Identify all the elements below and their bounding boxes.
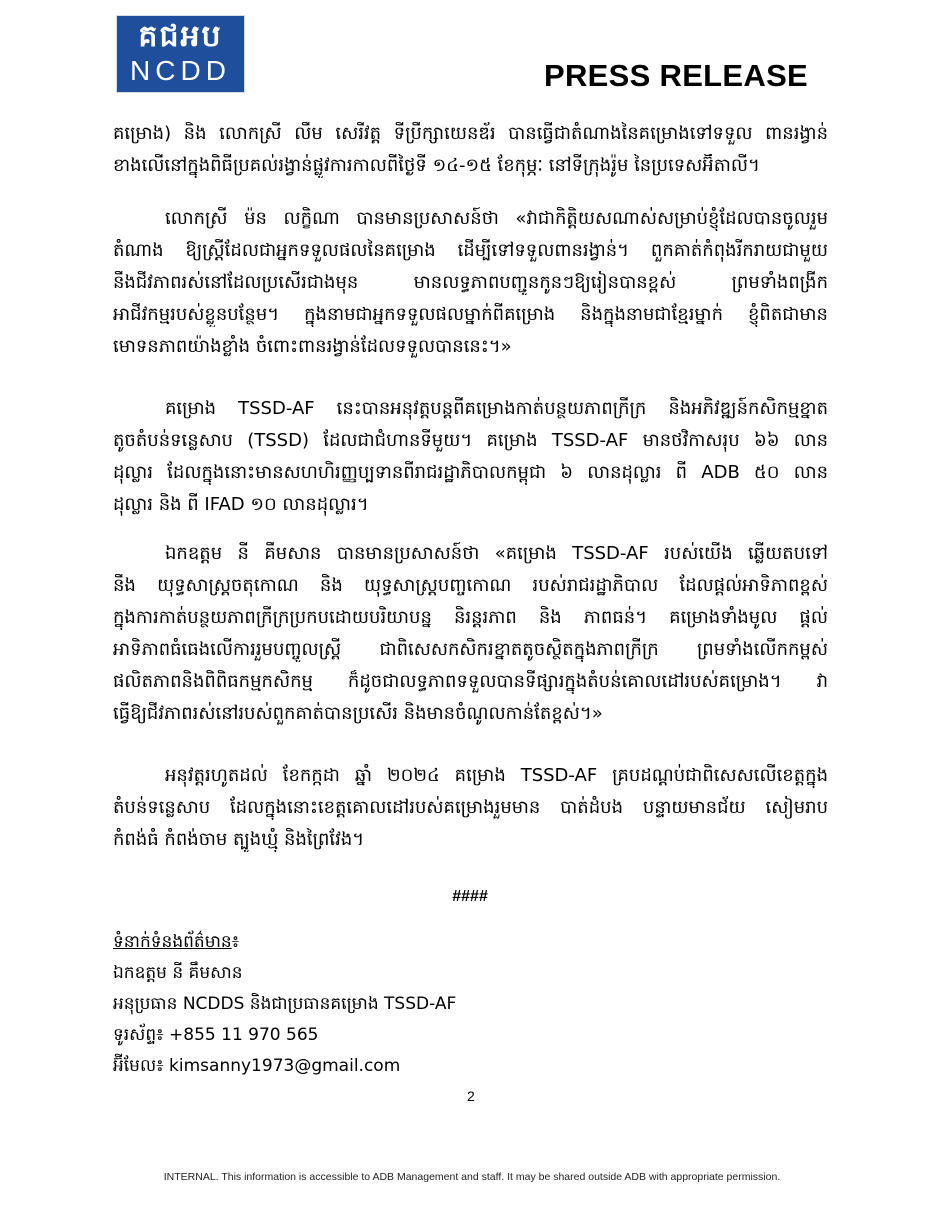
contact-heading — [113, 931, 239, 953]
paragraph-5-line: កំពង់ធំ កំពង់ចាម ត្បូងឃ្មុំ និងព្រៃវែង។ — [113, 829, 365, 850]
paragraph-2-line: មោទនភាពយ៉ាងខ្លាំង ចំពោះពានរង្វាន់ដែលទទួលបាននេះ។» — [113, 336, 512, 357]
paragraph-4-line: ក្នុងការកាត់បន្ថយភាពក្រីក្រប្រកបដោយបរិយាបន្ន និរន្តរភាព និង ភាពធន់។ គម្រោងទាំងមូល ផ្ដល់ — [113, 607, 828, 628]
contact-heading-label: ទំនាក់ទំនងព័ត៌មាន — [113, 932, 232, 952]
contact-name: ឯកឧត្តម នី គឹមសាន — [113, 963, 243, 983]
contact-email-row — [113, 1055, 400, 1077]
paragraph-3-line: តូចតំបន់ទន្លេសាប (TSSD) ដែលជាជំហានទីមួយ។ គម្រោង TSSD-AF មានថវិកាសរុប ៦៦ លាន — [113, 430, 828, 451]
paragraph-1-line: គម្រោង) និង លោកស្រី លឹម សេរីវត្ត ទីប្រឹក្សាយេនឌ័រ បានធ្វើជាតំណាងនៃគម្រោងទៅទទួល ពានរង្វាន់ — [113, 123, 828, 144]
paragraph-4-line: ធ្វើឱ្យជីវភាពរស់នៅរបស់ពួកគាត់បានប្រសើរ និងមានចំណូលកាន់តែខ្ពស់។» — [113, 703, 603, 724]
paragraph-2-line: លោកស្រី ម៉ន លក្ខិណា បានមានប្រសាសន៍ថា «វាជាកិត្តិយសណាស់សម្រាប់ខ្ញុំដែលបានចូលរួម — [165, 208, 828, 229]
logo-text: NCDD — [130, 55, 231, 86]
contact-position: អនុប្រធាន NCDDS និងជាប្រធានគម្រោង TSSD-AF — [113, 994, 457, 1014]
ncdd-logo — [116, 15, 245, 93]
page-title: PRESS RELEASE — [544, 58, 809, 93]
paragraph-3-line: ដុល្លារ និង ពី IFAD ១០ លានដុល្លារ។ — [113, 494, 369, 515]
footer-disclaimer: INTERNAL. This information is accessible to ADB Management and staff. It may be shared outside ADB with appropriate permission. — [163, 1171, 781, 1183]
paragraph-5-line: តំបន់ទន្លេសាប ដែលក្នុងនោះខេត្តគោលដៅរបស់គម្រោងរួមមាន បាត់ដំបង បន្ទាយមានជ័យ សៀមរាប — [113, 797, 828, 818]
contact-phone: ទូរស័ព្ទ៖ +855 11 970 565 — [113, 1025, 319, 1045]
contact-email-link[interactable]: kimsanny1973@gmail.com — [169, 1056, 401, 1076]
paragraph-4-line: ផលិតភាពនិងពិពិធកម្មកសិកម្ម ក៏ដូចជាលទ្ធភាពទទួលបានទីផ្សារក្នុងតំបន់គោលដៅរបស់គម្រោង។ វា — [113, 671, 828, 692]
paragraph-5-line: អនុវត្តរហូតដល់ ខែកក្កដា ឆ្នាំ ២០២៤ គម្រោង TSSD-AF គ្របដណ្ដប់ជាពិសេសលើខេត្តក្នុង — [165, 765, 828, 786]
paragraph-3-line: គម្រោង TSSD-AF នេះបានអនុវត្តបន្តពីគម្រោងកាត់បន្ថយភាពក្រីក្រ និងអភិវឌ្ឍន៍កសិកម្មខ្នាត — [165, 398, 828, 419]
paragraph-4-line: នឹង យុទ្ធសាស្ត្រចតុកោណ និង យុទ្ធសាស្ត្របញ្ចកោណ របស់រាជរដ្ឋាភិបាល ដែលផ្ដល់អាទិភាពខ្ពស់ — [113, 575, 828, 596]
paragraph-2-line: តំណាង ឱ្យស្ត្រីដែលជាអ្នកទទួលផលនៃគម្រោង ដើម្បីទៅទទួលពានរង្វាន់។ ពួកគាត់កំពុងរីករាយជាមួយ — [113, 240, 828, 261]
logo-khmer-text: គជអប — [138, 19, 223, 54]
paragraph-3-line: ដុល្លារ ដែលក្នុងនោះមានសហហិរញ្ញប្បទានពីរាជរដ្ឋាភិបាលកម្ពុជា ៦ លានដុល្លារ ពី ADB ៥០ លាន — [113, 462, 828, 483]
page-number: 2 — [467, 1088, 475, 1104]
contact-email-label: អ៊ីមែល៖ — [113, 1056, 170, 1076]
paragraph-4-line: អាទិភាពធំធេងលើការរួមបញ្ចូលស្ត្រី ជាពិសេសកសិករខ្នាតតូចស្ថិតក្នុងភាពក្រីក្រ ព្រមទាំងលើកកម្ពស់ — [113, 639, 828, 660]
paragraph-4-line: ឯកឧត្តម នី គឹមសាន បានមានប្រសាសន៍ថា «គម្រោង TSSD-AF របស់យើង ឆ្លើយតបទៅ — [165, 543, 828, 564]
contact-heading-suffix: ៖ — [231, 932, 240, 952]
end-separator: #### — [452, 888, 488, 905]
paragraph-2-line: នឹងជីវភាពរស់នៅដែលប្រសើរជាងមុន មានលទ្ធភាពបញ្ជូនកូនៗឱ្យរៀនបានខ្ពស់ ព្រមទាំងពង្រីក — [113, 272, 828, 293]
paragraph-1-line: ខាងលើនៅក្នុងពិធីប្រគល់រង្វាន់ផ្លូវការកាលពីថ្ងៃទី ១៤-១៥ ខែកុម្ភៈ នៅទីក្រុងរ៉ូម នៃប្រទេសអ៊ីតាលី។ — [113, 155, 760, 176]
paragraph-2-line: អាជីវកម្មរបស់ខ្លួនបន្ថែម។ ក្នុងនាមជាអ្នកទទួលផលម្នាក់ពីគម្រោង និងក្នុងនាមជាខ្មែរម្នាក់ ខ្ញុំពិតជាមាន — [113, 304, 828, 325]
